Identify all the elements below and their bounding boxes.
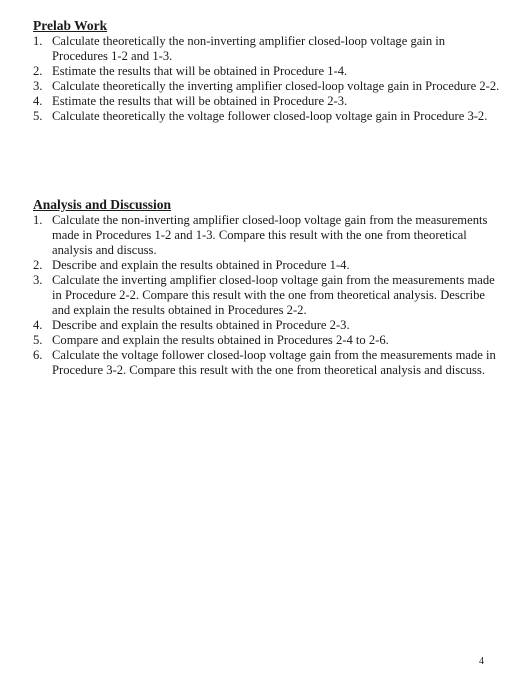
item-text: Describe and explain the results obtained in Procedure 1-4. — [52, 258, 350, 272]
list-item — [33, 273, 503, 318]
item-text: Calculate the inverting amplifier closed-loop voltage gain from the measurements made in Procedure 2-2. Compare this result with the one from theoretical analysis. Describe and explain the results obtained in Procedures 2-2. — [52, 273, 495, 317]
item-number: 3. — [33, 273, 43, 287]
page-number: 4 — [479, 656, 484, 667]
list-item — [33, 109, 503, 124]
item-text: Estimate the results that will be obtained in Procedure 2-3. — [52, 94, 348, 108]
prelab-section — [33, 18, 503, 124]
item-number: 6. — [33, 348, 43, 362]
item-number: 2. — [33, 64, 43, 78]
analysis-heading: Analysis and Discussion — [33, 197, 172, 212]
prelab-list — [33, 34, 503, 124]
item-text: Compare and explain the results obtained in Procedures 2-4 to 2-6. — [52, 333, 389, 347]
list-item — [33, 94, 503, 109]
list-item — [33, 318, 503, 333]
item-number: 4. — [33, 318, 43, 332]
item-text: Calculate theoretically the voltage follower closed-loop voltage gain in Procedure 3-2. — [52, 109, 488, 123]
item-number: 1. — [33, 213, 43, 227]
item-number: 2. — [33, 258, 43, 272]
item-number: 5. — [33, 109, 43, 123]
list-item — [33, 333, 503, 348]
list-item — [33, 34, 503, 64]
list-item — [33, 213, 503, 258]
item-number: 4. — [33, 94, 43, 108]
item-text: Estimate the results that will be obtained in Procedure 1-4. — [52, 64, 348, 78]
prelab-heading: Prelab Work — [33, 18, 108, 33]
list-item — [33, 348, 503, 378]
item-text: Calculate theoretically the inverting amplifier closed-loop voltage gain in Procedure 2-2. — [52, 79, 500, 93]
item-text: Calculate the non-inverting amplifier closed-loop voltage gain from the measurements made in Procedures 1-2 and 1-3. Compare this result with the one from theoretical analysis and discuss. — [52, 213, 488, 257]
item-text: Calculate theoretically the non-inverting amplifier closed-loop voltage gain in Procedures 1-2 and 1-3. — [52, 34, 446, 63]
list-item — [33, 79, 503, 94]
item-number: 5. — [33, 333, 43, 347]
list-item — [33, 258, 503, 273]
list-item — [33, 64, 503, 79]
analysis-list — [33, 213, 503, 378]
item-text: Calculate the voltage follower closed-loop voltage gain from the measurements made in Procedure 3-2. Compare this result with the one from theoretical analysis and discuss. — [52, 348, 496, 377]
analysis-section — [33, 197, 503, 378]
item-text: Describe and explain the results obtained in Procedure 2-3. — [52, 318, 350, 332]
item-number: 3. — [33, 79, 43, 93]
item-number: 1. — [33, 34, 43, 48]
